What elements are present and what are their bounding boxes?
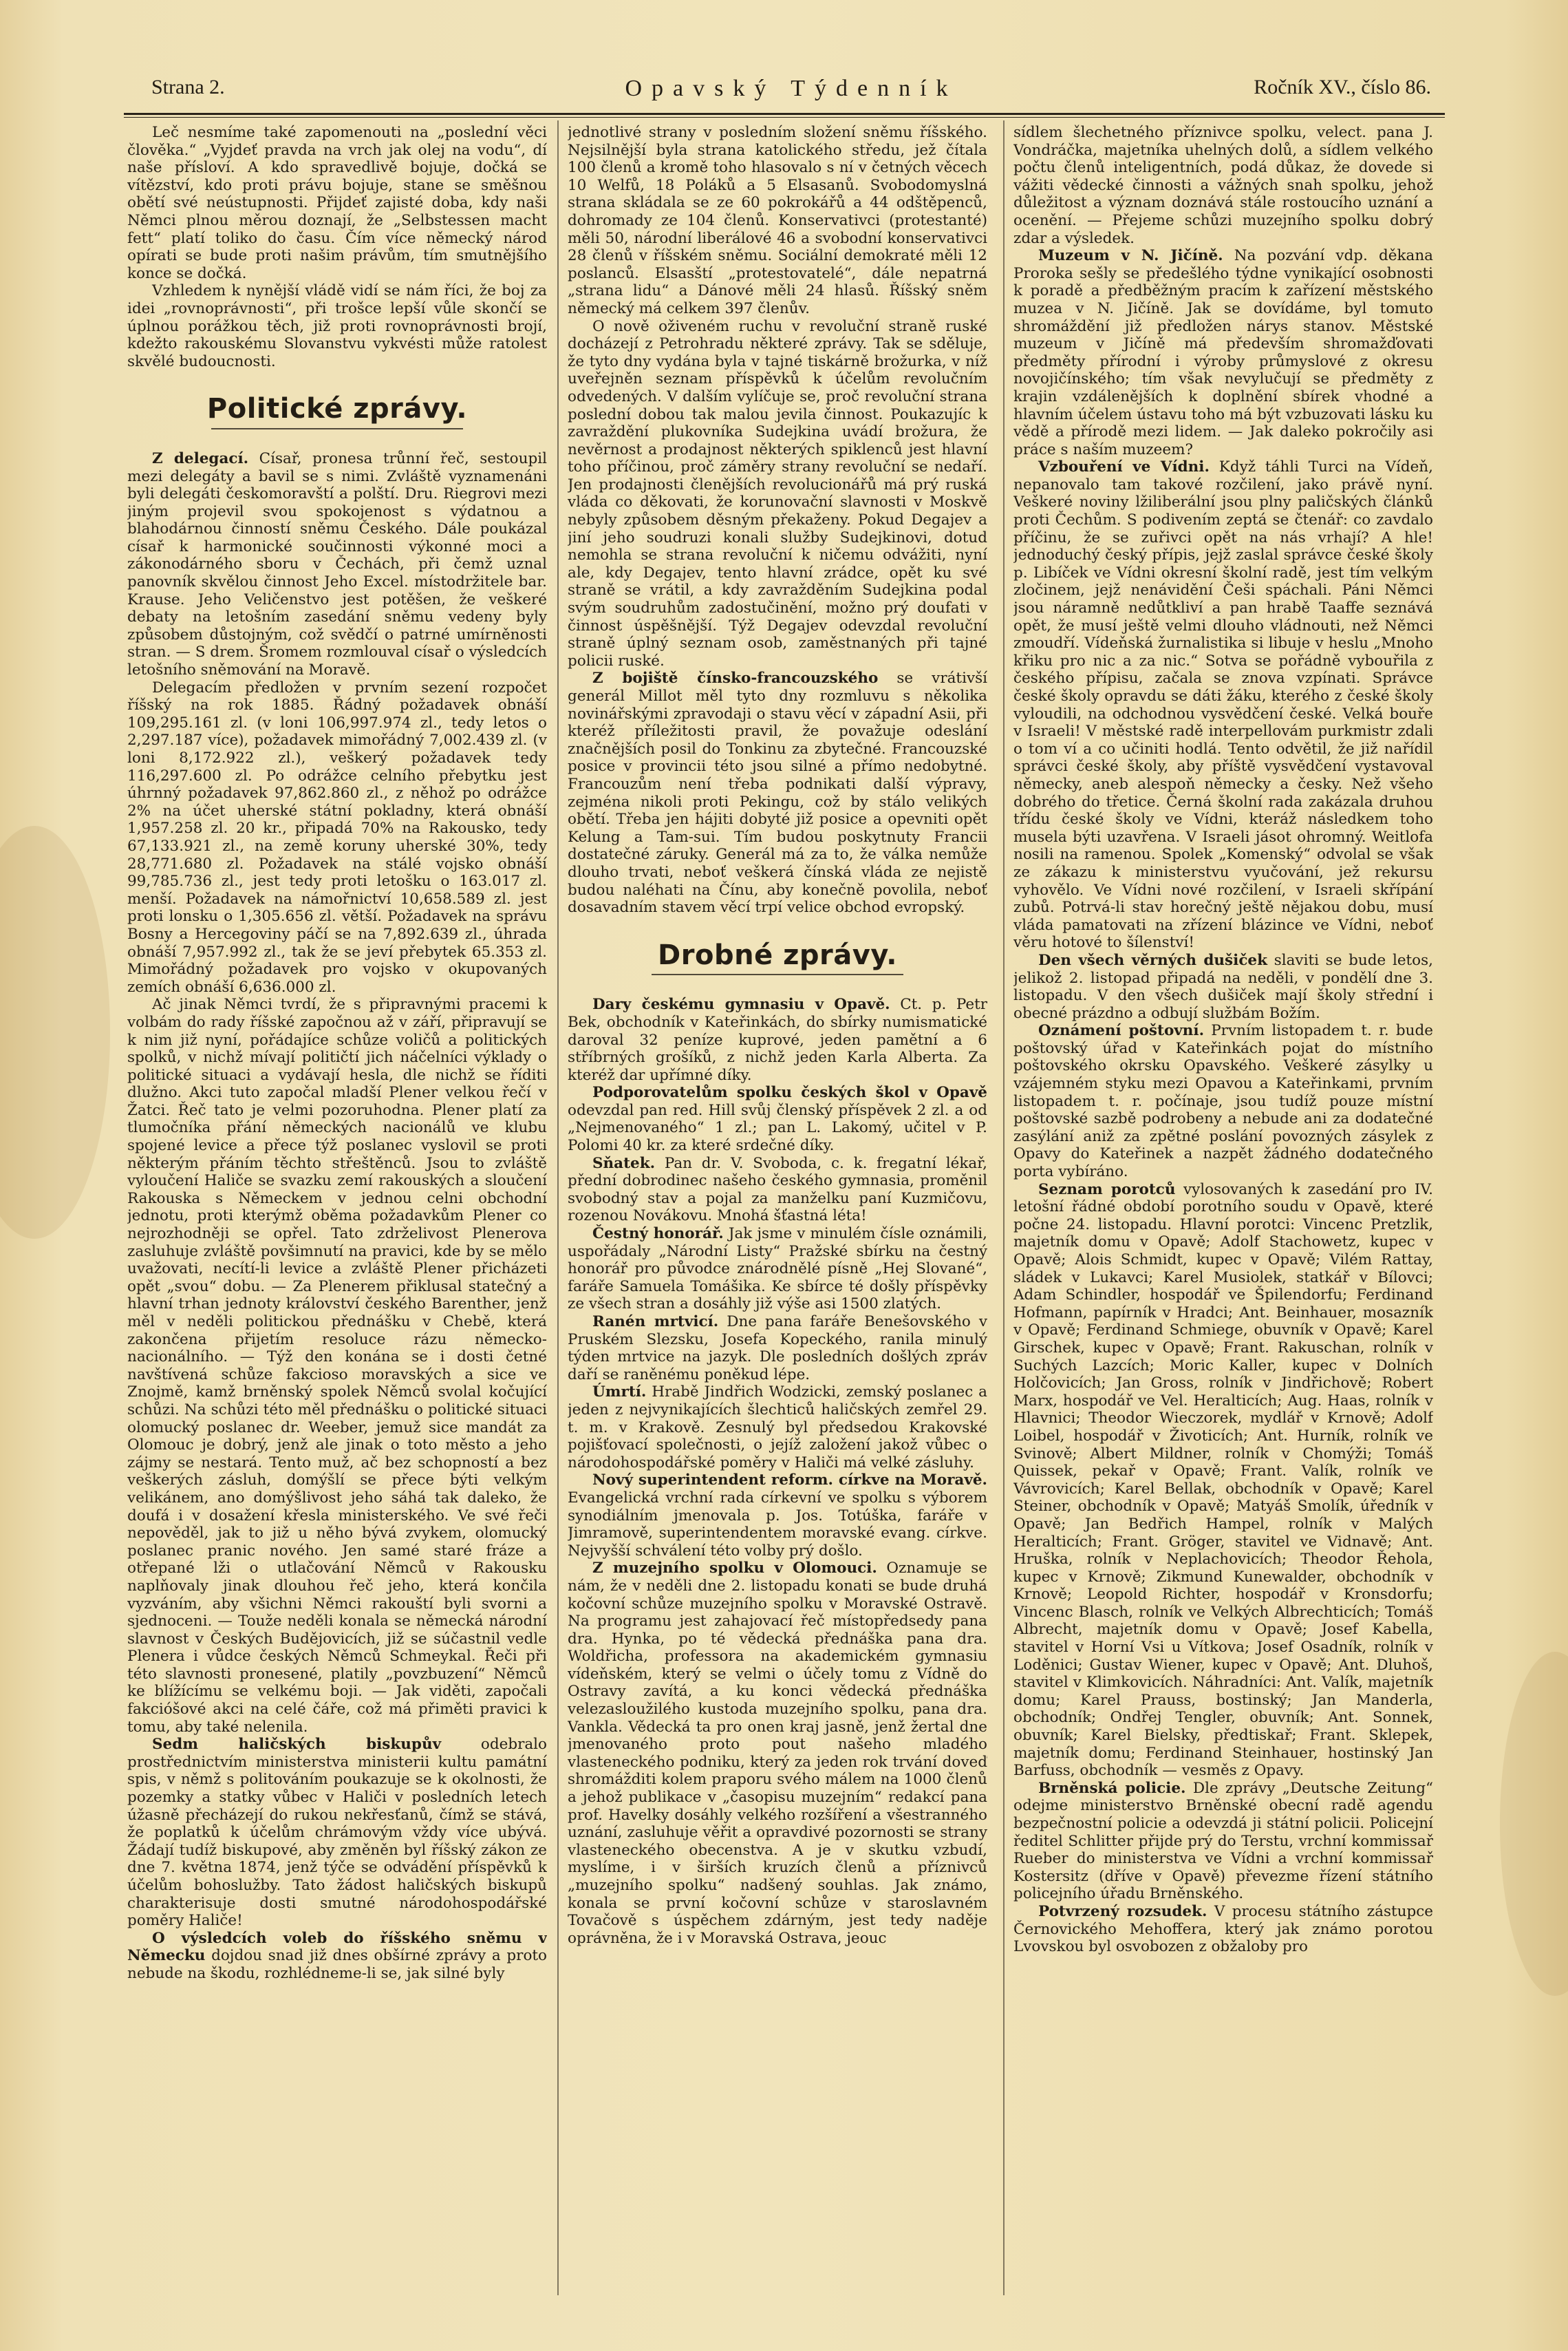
article-headline: Brněnská policie. bbox=[1038, 1779, 1186, 1797]
column-2 bbox=[568, 124, 987, 2285]
article bbox=[1013, 247, 1433, 458]
article bbox=[1013, 1181, 1433, 1780]
article-headline: Z bojiště čínsko-francouzského bbox=[592, 670, 879, 688]
paragraph: Leč nesmíme také zapomenouti na „poslední věci člověka.“ „Vyjdeť pravda na vrch jak olej na vodu“, dí naše přísloví. A kdo spravedlivě bojuje, dočká se vítězství, kdo proti právu bojuje, stane se směšnou obětí své neústupnosti. Přijdeť zajisté doba, kdy naši Němci plnou měrou doznají, že „Selbstessen macht fett“ platí toliko do času. Čím více německý národ opírati se bude proti našim právům, tím smutnějšího konce se dočká. bbox=[127, 124, 547, 282]
article bbox=[1013, 952, 1433, 1022]
paragraph: jednotlivé strany v posledním složení sněmu říšského. Nejsilnější byla strana katolického středu, jež čítala 100 členů a kromě toho hlasovalo s ní v četných věcech 10 Welfů, 18 Poláků a 5 Elsasanů. Svobodomyslná strana skládala se ze 60 pokrokářů a 44 odštěpenců, dohromady ze 104 členů. Konservativci (protestanté) měli 50, národní liberálové 46 a svobodní konservativci 28 členů v říšském sněmu. Sociální demokraté měli 12 poslanců. Elsasští „protestovatelé“, dále nepatrná „strana lidu“ a Dánové měli 24 hlasů. Říšský sněm německý má celkem 397 členův. bbox=[568, 124, 987, 317]
article-text: Když táhli Turci na Vídeň, nepanovalo tam takové rozčilení, jako právě nyní. Veškeré noviny lžiliberální jsou plny paličských článků proti Čechům. S podivením zeptá se čtenář: co zavdalo příčinu, že se zuřivci opět na nás vrhají? A hle! jednoduchý český přípis, jejž zaslal správce české školy p. Libíček ve Vídni okresní školní radě, jest tím velkým zločinem, jejž nenávidění Češi spáchali. Páni Němci jsou náramně nedůtkliví a pan hrabě Taaffe seznává opět, že musí ještě velmi dlouho vládnouti, než Němci zmoudří. Vídeňská žurnalistika si libuje v heslu „Mnoho křiku pro nic a za nic.“ Sotva se pořádně vybouřila z českého přípisu, začala se znova vzpínati. Správce české školy opravdu se dáti žáku, kterého z české školy vyloudili, na odchodnou vysvědčení české. Velká bouře v Israeli! V městské radě interpellovám purkmistr zdali o tom ví a co učiniti hodlá. Tento odvětil, že již nařídil správci české školy, aby příště vysvědčení vystavoval německy, aneb alespoň německy a česky. Než všeho dobrého do třetice. Černá školní rada zakázala druhou třídu české školy ve Vídni, kteráž následkem toho musela býti uzavřena. V Israeli jásot ohromný. Weitlofa nosili na ramenou. Spolek „Komenský“ odvolal se však ze zákazu k ministerstvu vyučování, jež rekursu vyhovělo. Ve Vídni nové rozčilení, v Israeli skřípání zubů. Potrvá-li stav horečný ještě nějakou dobu, musí vláda pamatovati na zřízení blázince ve Vídni, neboť věru hotové to šílenství! bbox=[1013, 458, 1433, 952]
article-headline: Dary českému gymnasiu v Opavě. bbox=[592, 996, 890, 1014]
paragraph: Vzhledem k nynější vládě vidí se nám říci, že boj za idei „rovnoprávnosti“, při trošce lepší vůle skončí se úplnou porážkou těch, již proti rovnoprávnosti brojí, kdežto rakouskému Slovanstvu vykvésti může ratolest skvělé budoucnosti. bbox=[127, 282, 547, 370]
column-1 bbox=[127, 124, 547, 2285]
paper-stain bbox=[0, 826, 110, 1239]
column-3 bbox=[1013, 124, 1433, 2285]
article-text: Pan dr. V. Svoboda, c. k. fregatní lékař, přední dobrodinec našeho českého gymnasia, proměnil svobodný stav a pojal za manželku paní Kuzmičovu, rozenou Novákovu. Mnohá šťastná léta! bbox=[568, 1154, 987, 1225]
article bbox=[568, 1471, 987, 1560]
article-text: Jak jsme v minulém čísle oznámili, uspořádaly „Národní Listy“ Pražské sbírku na čestný honorář pro původce znárodnělé písně „Hej Slované“, faráře Samuela Tomášika. Ke sbírce té došly příspěvky ze všech stran a dosáhly již výše asi 1500 zlatých. bbox=[568, 1225, 987, 1313]
article-headline: Den všech věrných dušiček bbox=[1038, 951, 1267, 969]
article-headline: Sňatek. bbox=[592, 1154, 656, 1172]
page-number: Strana 2. bbox=[151, 76, 225, 98]
article bbox=[568, 1313, 987, 1383]
article-headline: Sedm haličských biskupův bbox=[152, 1736, 442, 1754]
article bbox=[568, 996, 987, 1084]
article-text: Ct. p. Petr Bek, obchodník v Kateřinkách, do sbírky numismatické daroval 32 peníze kuprové, jeden pamětní a 6 stříbrných grošíků, z nichž jeden Karla Alberta. Za kteréž dar upřímné díky. bbox=[568, 996, 987, 1084]
article-text: Dle zprávy „Deutsche Zeitung“ odejme ministerstvo Brněnské obecní radě agendu bezpečnostní policie a odevzdá ji státní policii. Policejní ředitel Schlitter přijde prý do Terstu, vrchní kommissař Rueber do ministerstva ve Vídni a vrchní kommissař Kostersitz (dříve v Opavě) převezme řízení státního policejního úřadu Brněnského. bbox=[1013, 1779, 1433, 1903]
article-headline: Čestný honorář. bbox=[592, 1225, 724, 1243]
paragraph: sídlem šlechetného příznivce spolku, velect. pana J. Vondráčka, majetníka uhelných dolů, a sídlem velkého počtu členů inteligentních, podá důkaz, že dovede si vážiti vědecké činnosti a vážných snah spolku, jehož důležitost a význam doznává stále rostoucího uznání a ocenění. — Přejeme schůzi muzejního spolku dobrý zdar a výsledek. bbox=[1013, 124, 1433, 247]
section-heading-political bbox=[127, 393, 547, 429]
article-headline: Úmrtí. bbox=[592, 1383, 647, 1401]
article-text: se vrátivší generál Millot měl tyto dny rozmluvu s několika novinářskými zpravodaji o stavu věcí v západní Asii, při kteréž příležitosti pravil, že považuje odeslání značnějších posil do Tonkinu za zbytečné. Francouzské posice v provincii této jsou silné a přímo nedobytné. Francouzům není třeba podnikati další výpravy, zejména nikoli proti Pekingu, což by stálo velikých obětí. Třeba jen hájiti dobyté již posice a opevniti opět Kelung a Tam-sui. Tím budou poskytnuty Francii dostatečné záruky. Generál má za to, že válka nemůže dlouho trvati, neboť veškerá čínská vláda ze nejistě budou naléhati na Čínu, aby konečně povolila, neboť dosavadním stavem věcí trpí velice obchod evropský. bbox=[568, 670, 987, 917]
issue-number: Ročník XV., číslo 86. bbox=[1254, 76, 1431, 98]
article-text: Hrabě Jindřich Wodzicki, zemský poslanec a jeden z nejvynikajících šlechticů haličských zemřel 29. t. m. v Krakově. Zesnulý byl předsedou Krakovské pojišťovací společnosti, o jejíž založení jakož vůbec o národohospodářské poměry v Haliči má velké zásluhy. bbox=[568, 1383, 987, 1471]
page-header bbox=[151, 76, 1431, 110]
article-headline: Muzeum v N. Jičíně. bbox=[1038, 247, 1223, 265]
section-title: Drobné zprávy. bbox=[658, 939, 897, 971]
newspaper-title: Opavský Týdenník bbox=[625, 76, 958, 101]
article-text: vylosovaných k zasedání pro IV. letošní řádné období porotního soudu v Opavě, které počne 24. listopadu. Hlavní porotci: Vincenc Pretzlik, majetník domu v Opavě; Adolf Stachowetz, kupec v Opavě; Alois Schmidt, kupec v Opavě; Vilém Rattay, sládek v Lukavci; Karel Musiolek, statkář v Bílovci; Adam Schindler, hospodář ve Špilendorfu; Ferdinand Hofmann, papírník v Hradci; Ant. Beinhauer, mosazník v Opavě; Ferdinand Schmiege, obuvník v Opavě; Karel Girschek, kupec v Opavě; Frant. Rakuschan, rolník v Suchých Lazcích; Moric Kaller, kupec v Dolních Holčovicích; Jan Gross, rolník v Jindřichově; Robert Marx, hospodář ve Vel. Heralticích; Aug. Haas, rolník v Hlavnici; Theodor Wieczorek, mydlář v Krnově; Adolf Loibel, hospodář v Životicích; Ant. Hurník, rolník ve Svinově; Albert Mildner, rolník v Chomýži; Tomáš Quissek, pekař v Opavě; Frant. Valík, rolník ve Vávrovicích; Karel Bellak, obchodník v Opavě; Karel Steiner, obchodník v Opavě; Matyáš Smolík, úředník v Opavě; Jan Bedřich Hampel, rolník v Malých Heralticích; Frant. Gröger, stavitel ve Vidnavě; Ant. Hruška, rolník v Neplachovicích; Theodor Řehola, kupec v Krnově; Zikmund Kunewalder, obchodník v Krnově; Leopold Richter, hospodář v Kronsdorfu; Vincenc Blasch, rolník ve Velkých Albrechticích; Tomáš Albrecht, majetník domu v Opavě; Josef Kabella, stavitel v Horní Vsi u Vítkova; Josef Osadník, rolník v Loděnici; Gustav Wiener, kupec v Opavě; Ant. Dluhoš, stavitel v Klimkovicích. Náhradníci: Ant. Valík, majetník domu; Karel Prauss, bostinský; Jan Manderla, obchodník; Ondřej Tengler, obuvník; Ant. Sonnek, obuvník; Karel Bielsky, předtiskař; Frant. Sklepek, majetník domu; Ferdinand Steinhauer, hostinský Jan Barfuss, obchodník — vesměs z Opavy. bbox=[1013, 1180, 1433, 1780]
article bbox=[127, 1930, 547, 1983]
section-rule bbox=[652, 974, 903, 975]
article-text: V procesu státního zástupce Černovického Mehoffera, který jak známo porotou Lvovskou byl osvobozen z obžaloby pro bbox=[1013, 1902, 1433, 1956]
section-title: Politické zprávy. bbox=[206, 393, 468, 425]
article bbox=[568, 1155, 987, 1225]
article bbox=[568, 1225, 987, 1313]
article bbox=[127, 450, 547, 679]
article-text: Evangelická vrchní rada církevní ve spolku s výborem synodiálním jmenovala p. Jos. Totúška, faráře v Jimramově, superintendentem moravské evang. církve. Nejvyšší schválení této volby prý došlo. bbox=[568, 1489, 987, 1560]
article-headline: Podporovatelům spolku českých škol v Opavě bbox=[592, 1084, 987, 1102]
article-text: Na pozvání vdp. děkana Proroka sešly se předešlého týdne vynikající osobnosti k poradě a předběžným pracím k zařízení městského muzea v N. Jičíně. Jak se dovídáme, byl tomuto shromáždění již předložen nárys stanov. Městské muzeum v Jičíně má především shromažďovati předměty přírodní i výroby průmyslové z okresu novojičínského; tím však nevylučují se předměty z krajin vzdálenějších k doplnění sbírek vhodné a hlavním účelem ústavu toho má být vzbuzovati lásku ku vědě a přírodě mezi lidem. — Jak daleko pokročily asi práce s naším muzeem? bbox=[1013, 247, 1433, 458]
article bbox=[1013, 1022, 1433, 1180]
section-heading-short-news bbox=[568, 939, 987, 976]
column-divider bbox=[1003, 120, 1005, 2295]
article-headline: Seznam porotců bbox=[1038, 1180, 1176, 1198]
article-text: odevzdal pan red. Hill svůj členský příspěvek 2 zl. a od „Nejmenovaného“ 1 zl.; pan L. Lakomý, učitel v P. Polomi 40 kr. za které srdečné díky. bbox=[568, 1101, 987, 1155]
article-headline: Oznámení poštovní. bbox=[1038, 1022, 1205, 1040]
article bbox=[1013, 1780, 1433, 1903]
article bbox=[568, 1084, 987, 1154]
paragraph: Ač jinak Němci tvrdí, že s připravnými pracemi k volbám do rady říšské započnou až v září, připravují se k nim již nyní, pořádajíce schůze voličů a politických spolků, v nichž mívají političtí jich náčelníci výklady o politické situaci a vydávají hesla, dle nichž se říditi dlužno. Akci tuto započal mladší Plener velkou řečí v Žatci. Řeč tato je velmi pozoruhodna. Plener platí za tlumočníka přání německých nacionálů ve klubu spojené levice a přece týž poslanec vyslovil se proti některým přáním těchto střeštěnců. Jsou to zvláště vyloučení Haliče se svazku zemí rakouských a sloučení Rakouska s Německem v jednou celni obchodní jednotu, proti kterýmž oběma požadavkům Plener co nejrozhodněji se opřel. Tato zdrželivost Plenerova zasluhuje zvláště povšimnutí na pravici, kde by se mělo uvažovati, necítí-li levice a zvláště Plener přicházeti opět „svou“ dobu. — Za Plenerem přiklusal statečný a hlavní trhan jednoty království českého Barenther, jenž měl v neděli politickou přednášku v Chebě, která zakončena přijetím resoluce rázu německo-nacionálního. — Týž den konána se i dosti četné navštívená schůze fakcioso moravských a sice ve Znojmě, kamž brněnský spolek Němců svolal kočující schůzi. Na schůzi této měl přednášku o politické situaci olomucký poslanec dr. Weeber, jemuž sice mandát za Olomouc je dobrý, jenž ale jinak o toto město a jeho zájmy se nestará. Tento muž, ač bez schopností a bez veškerých zásluh, domýšlí se přece býti velkým velikánem, ano domýšlivost jeho sáhá tak daleko, že doufá i v dosažení křesla ministerského. Ve své řeči nepověděl, jak to již u něho bývá zvykem, olomucký poslanec pranic nového. Jen samé staré fráze a otřepané lži o utlačování Němců v Rakousku naplňovaly jinak dlouhou řeč jeho, která končila vyzváním, aby všichni Němci rakouští byli svorni a sjednoceni. — Touže neděli konala se německá národní slavnost v Českých Budějovicích, již se súčastnil vedle Plenera i vůdce českých Němců Schmeykal. Řeči při této slavnosti pronesené, platily „povzbuzení“ Němců ke blížícímu se velkému boji. — Jak viděti, započali fakcióšové akci na celé čáře, což má přiměti pravici k tomu, aby také nelenila. bbox=[127, 996, 547, 1736]
article-headline: O výsledcích voleb do říšského sněmu v Německu bbox=[127, 1929, 547, 1965]
article-text: Dne pana faráře Benešovského v Pruském Slezsku, Josefa Kopeckého, ranila minulý týden mrtvice na jazyk. Dle posledních došlých zpráv daří se raněnému poněkud lépe. bbox=[568, 1313, 987, 1383]
article bbox=[568, 670, 987, 916]
column-divider bbox=[557, 120, 559, 2295]
article bbox=[127, 1736, 547, 1930]
paragraph: O nově oživeném ruchu v revoluční straně ruské docházejí z Petrohradu některé zprávy. Tak se sděluje, že tyto dny vydána byla v tajné tiskárně brožurka, v níž uveřejněn seznam příspěvků k účelům revolučním odvedených. V dalším vylíčuje se, proč revoluční strana poslední dobou tak malou jevila činnost. Poukazujíc k zavraždění plukovníka Sudejkina uvádí brožura, že nevěrnost a prodajnost některých spiklenců jest hlavní toho příčinou, proč záměry strany revoluční se nedaří. Jen prodajnosti členějších revolucionářů má prý ruská vláda co děkovati, že korunovační slavnosti v Moskvě nebyly způsobem děsným překaženy. Pokud Degajev a jiní jeho soudruzi konali služby Sudejkinovi, dotud nemohla se strana revoluční k ničemu odvážiti, nyní ale, kdy Degajev, tento hlavní zrádce, opět ku své straně se vrátil, a kdy zavražděním Sudejkina podal svým soudruhům zadostučinění, možno prý doufati v činnost úspěšnější. Týž Degajev odevzdal revoluční straně úplný seznam osob, zaměstnaných při tajné policii ruské. bbox=[568, 317, 987, 670]
paper-stain bbox=[1500, 1652, 1568, 1996]
article-headline: Vzbouření ve Vídni. bbox=[1038, 458, 1210, 476]
article-text: odebralo prostřednictvím ministerstva ministerii kultu památní spis, v němž s politováním poukazuje se k okolnosti, že pozemky a statky vůbec v Haliči v posledních letech úžasně přecházejí do rukou nekřesťanů, čímž se stává, že poplatků k účelům chrámovým vždy více ubývá. Žádají tudíž biskupové, aby změněn byl říšský zákon ze dne 7. května 1874, jenž týče se odvádění příspěvků k účelům bohoslužby. Tato žádost haličských biskupů charakterisuje dosti smutné národohospodářské poměry Haliče! bbox=[127, 1736, 547, 1930]
article-text: Oznamuje se nám, že v neděli dne 2. listopadu konati se bude druhá kočovní schůze muzejního spolku v Moravské Ostravě. Na programu jest zahajovací řeč místopředsedy pana dra. Hynka, po té vědecká přednáška pana dra. Woldřicha, professora na akademickém gymnasiu vídeňském, který se velmi o účely tomu z Vídně do Ostravy zavítá, a ku konci vědecká přednáška velezasloužilého kustoda muzejního spolku, pana dra. Vankla. Vědecká ta pro onen kraj jasně, jenž žertal dne jmenovaného proto pout našeho mladého vlasteneckého podniku, který za jeden rok trvání doveď shromážditi kolem praporu svého málem na 1000 členů a jehož publikace v „časopisu muzejním“ redakcí pana prof. Havelky dosáhly velkého rozšíření a všestranného uznání, zasluhuje věřit a opravdivé pozornosti se strany vlasteneckého obecenstva. A je v skutku vzbudí, myslíme, i v širších kruzích členů a příznivců „muzejního spolku“ nadšený souhlas. Jak známo, konala se první kočovní schůze v staroslavném Tovačově s úspěchem zdárným, jest tedy naděje oprávněna, že i v Moravská Ostrava, jeouc bbox=[568, 1560, 987, 1947]
article-headline: Z delegací. bbox=[152, 449, 249, 467]
article-text: dojdou snad již dnes obšírné zprávy a proto nebude na škodu, rozhlédneme-li se, jak silné byly bbox=[127, 1947, 547, 1982]
article-headline: Nový superintendent reform. církve na Moravě. bbox=[592, 1471, 987, 1489]
article-headline: Z muzejního spolku v Olomouci. bbox=[592, 1560, 877, 1577]
article bbox=[1013, 1903, 1433, 1956]
paragraph: Delegacím předložen v prvním sezení rozpočet říšský na rok 1885. Řádný požadavek obnáší 109,295.161 zl. (v loni 106,997.974 zl., tedy letos o 2,297.187 více), požadavek mimořádný 7,002.439 zl. (v loni 8,172.922 zl.), veškerý požadavek tedy 116,297.600 zl. Po odrážce celního přebytku jest úhrnný požadavek 97,862.860 zl., z něhož po odrážce 2% na účet uherské státní pokladny, která obnáší 1,957.258 zl. 20 kr., připadá 70% na Rakousko, tedy 67,133.921 zl., na země koruny uherské 30%, tedy 28,771.680 zl. Požadavek na stálé vojsko obnáší 99,785.736 zl., jest tedy proti letošku o 163.017 zl. menší. Požadavek na námořnictví 10,658.589 zl. jest proti lonsku o 1,305.656 zl. větší. Požadavek na správu Bosny a Hercegoviny páčí se na 7,892.639 zl., úhrada obnáší 7,957.992 zl., tak že se jeví přebytek 65.353 zl. Mimořádný požadavek pro vojsko v okupovaných zemích obnáší 6,636.000 zl. bbox=[127, 679, 547, 996]
header-rule bbox=[124, 113, 1445, 115]
section-rule bbox=[211, 428, 463, 429]
article bbox=[568, 1560, 987, 1947]
header-rule-thin bbox=[124, 117, 1445, 118]
article-text: Prvním listopadem t. r. bude poštovský úřad v Kateřinkách pojat do místního poštovského okrsku Opavského. Veškeré zásylky u vzájemném styku mezi Opavou a Kateřinkami, prvním listopadem t. r. počínaje, jsou tudíž pouze místní poštovské sazbě podrobeny a nebude ani za dodatečné zasýlání aniž za zpětné poslání povozných zásylek z Opavy do Kateřinek a nazpět žádného dodatečného porta vybíráno. bbox=[1013, 1022, 1433, 1181]
article-text: Císař, pronesa trůnní řeč, sestoupil mezi delegáty a bavil se s nimi. Zvláště vyznamenáni byli delegáti českomoravští a polští. Dru. Riegrovi mezi jiným projevil svou spokojenost s výdatnou a blahodárnou činností sněmu Českého. Dále poukázal císař k harmonické součinnosti výkonné moci a zákonodárného sboru v Čechách, při čemž uznal panovník skvělou činnost Jeho Excel. místodržitele bar. Krause. Jeho Veličenstvo jest potěšen, že veškeré debaty na letošním zasedání sněmu vedeny byly způsobem důstojným, což svědčí o patrné umírněnosti stran. — S drem. Šromem rozmlouval císař o výsledcích letošního sněmování na Moravě. bbox=[127, 449, 547, 679]
article bbox=[568, 1383, 987, 1471]
article bbox=[1013, 458, 1433, 952]
article-headline: Potvrzený rozsudek. bbox=[1038, 1902, 1207, 1920]
article-text: slaviti se bude letos, jelikož 2. listopad připadá na neděli, v pondělí dne 3. listopadu. V den všech dušiček mají školy střední i obecné prázdno a odbují službám Božím. bbox=[1013, 951, 1433, 1022]
article-headline: Ranén mrtvicí. bbox=[592, 1313, 719, 1330]
